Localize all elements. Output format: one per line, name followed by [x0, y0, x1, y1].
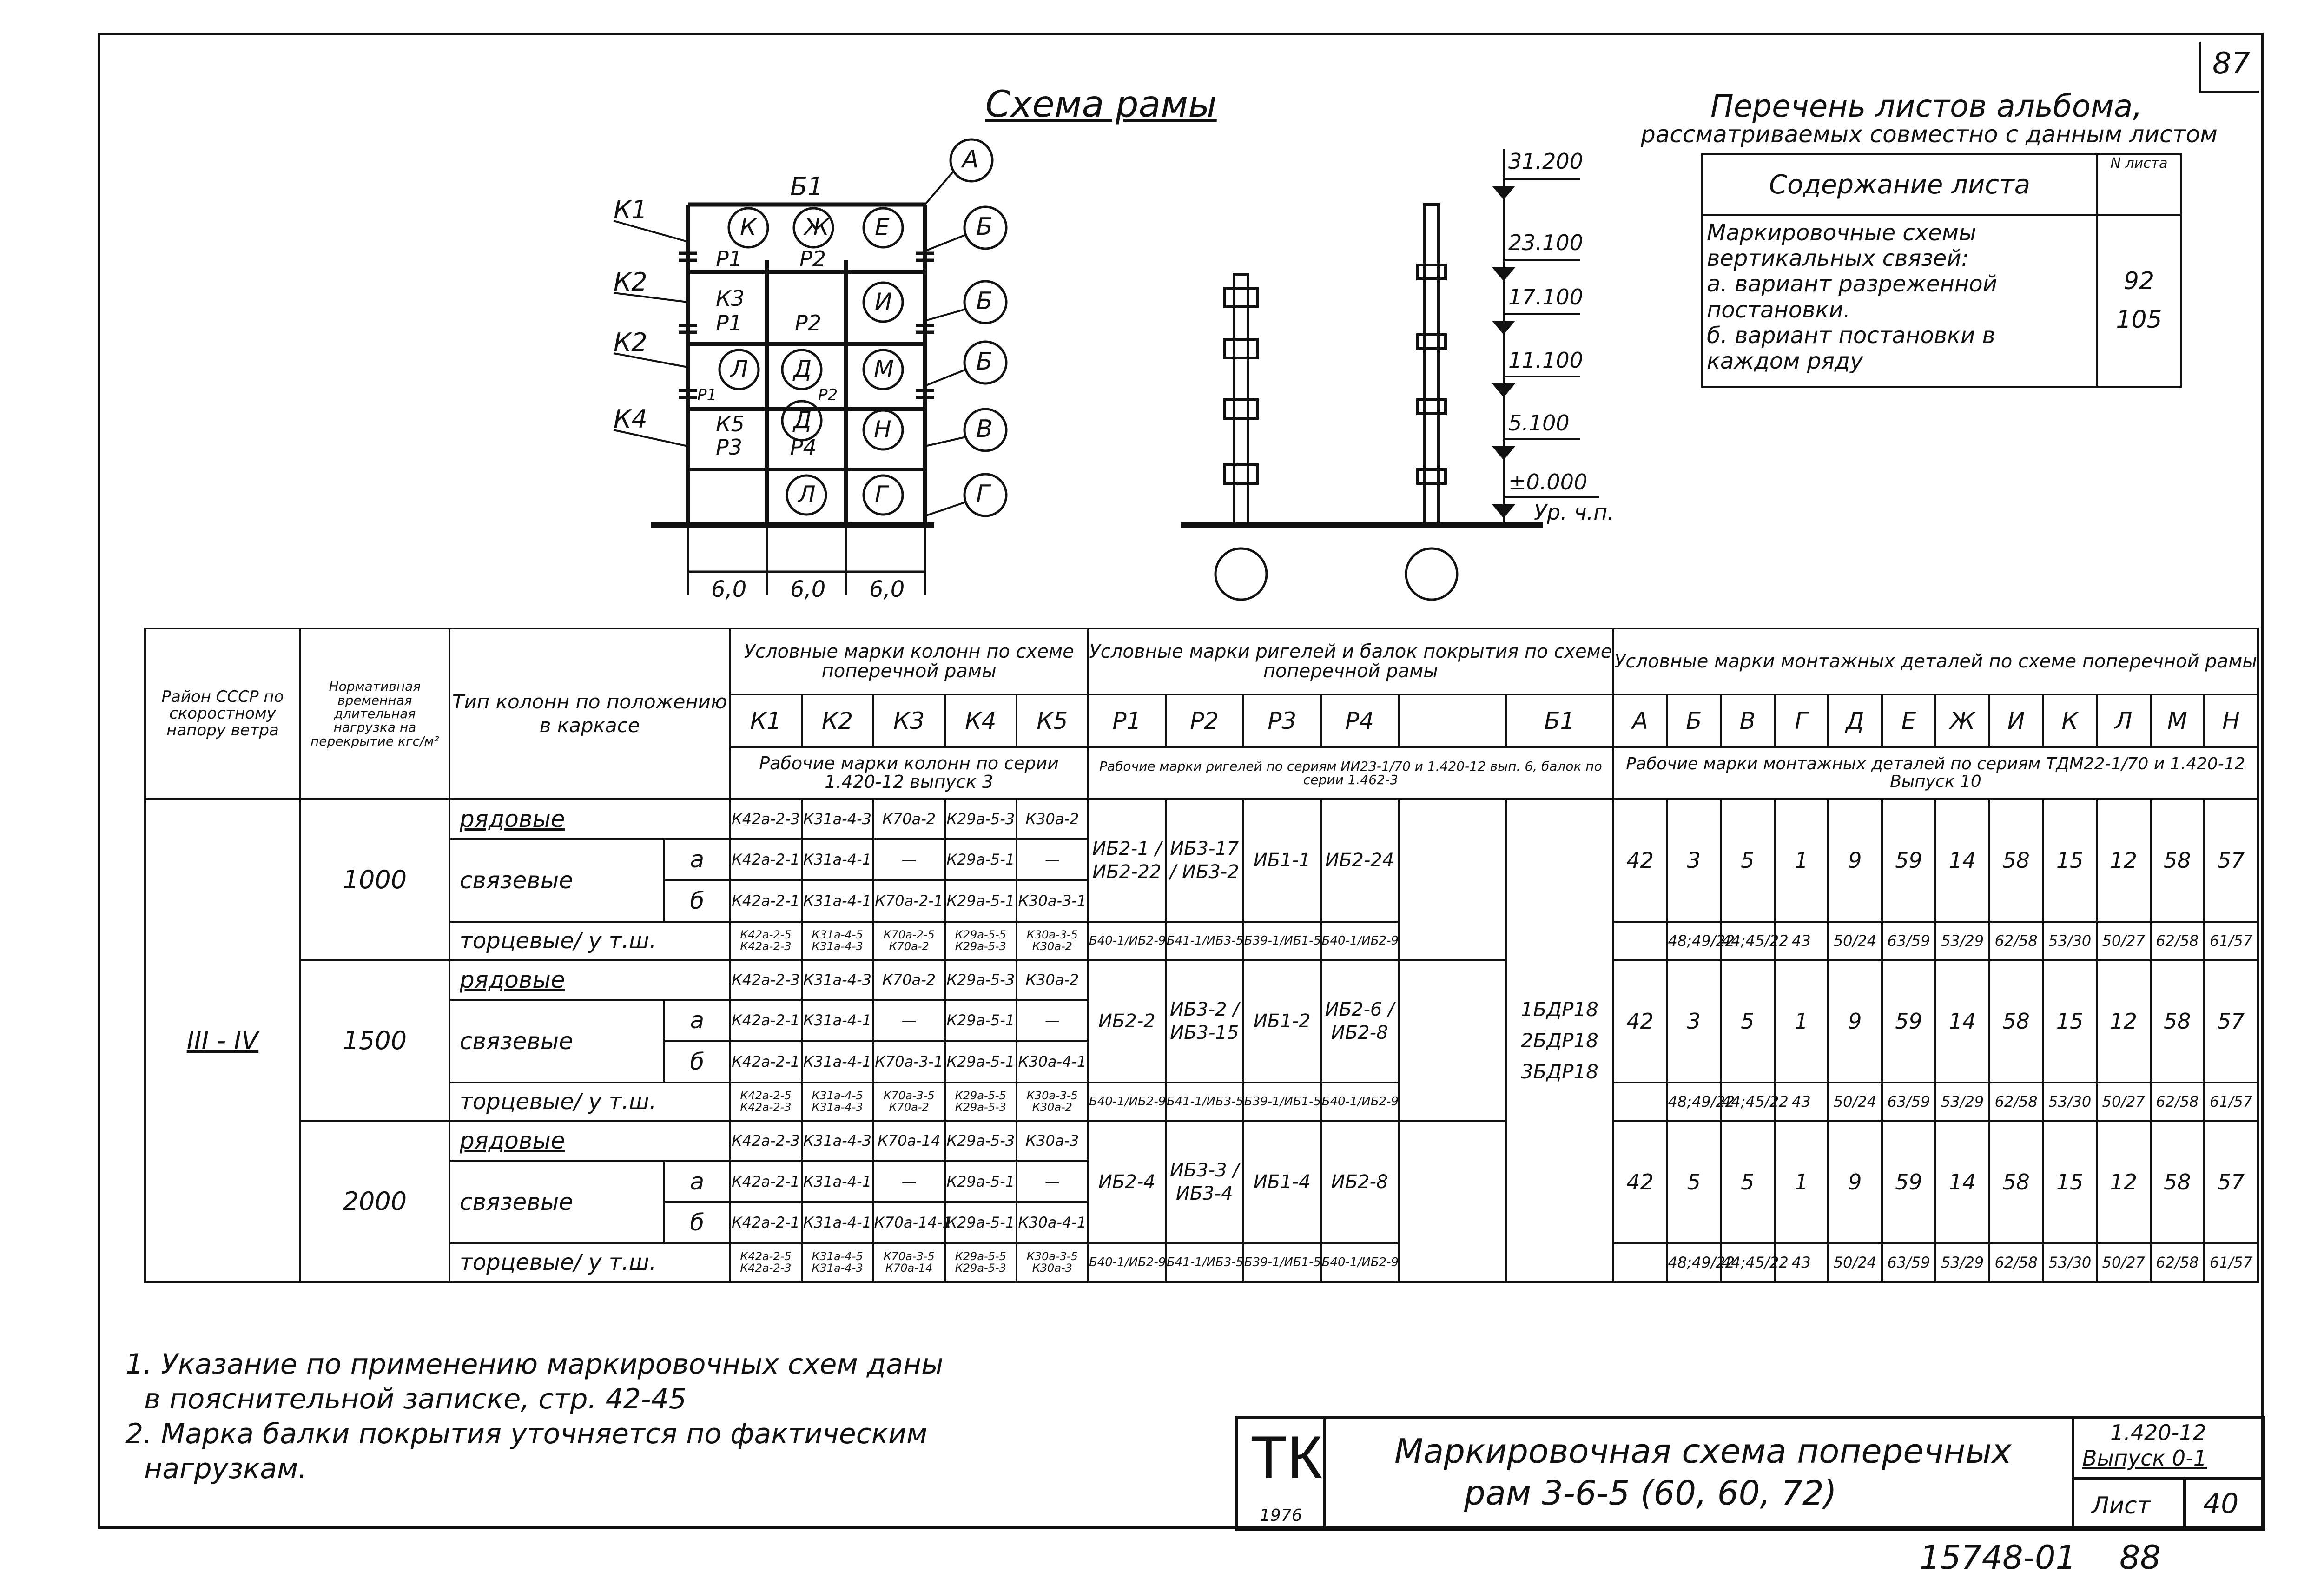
title-year: 1976 [1260, 1506, 1302, 1525]
detail-end-mark: 43 [1775, 1083, 1829, 1121]
type-cell: связевые [449, 1000, 664, 1083]
beam-work-mark: ИБ1-2 [1243, 960, 1321, 1083]
detail-mark: 42 [1613, 960, 1667, 1083]
column-work-mark: К42а-2-1 [730, 1041, 801, 1083]
header-type: Тип колонн по положению в каркасе [449, 628, 730, 799]
det-head: Ж [1935, 694, 1989, 747]
det-head: Н [2204, 694, 2258, 747]
header-det-work: Рабочие марки монтажных деталей по сериям ТДМ22-1/70 и 1.420-12 Выпуск 10 [1613, 747, 2258, 799]
detail-mark: 9 [1828, 1121, 1882, 1243]
beam-end-mark: Б41-1/ИБ3-5 [1166, 1243, 1243, 1282]
type-cell: рядовые [449, 1121, 730, 1161]
circle-label: К [740, 214, 757, 241]
axis-circle-label: А [962, 145, 979, 173]
circle-label: Ж [804, 214, 829, 241]
det-head: Л [2097, 694, 2151, 747]
beam-work-mark: ИБ2-24 [1321, 799, 1399, 921]
column-label-k4: К4 [614, 404, 647, 434]
column-work-mark: К70а-2-1 [873, 880, 945, 922]
ground-level-label: Ур. ч.п. [1534, 500, 1614, 525]
column-work-mark: К31а-4-1 [802, 880, 873, 922]
column-work-mark: К30а-3-1 [1017, 880, 1088, 922]
detail-mark: 12 [2097, 960, 2151, 1083]
detail-end-mark: 61/57 [2204, 1243, 2258, 1282]
album-row-text: б. вариант постановки в каждом ряду [1707, 322, 1995, 374]
detail-end-mark: 50/24 [1828, 922, 1882, 960]
column-work-mark: К31а-4-3 [802, 799, 873, 839]
detail-mark: 58 [2151, 799, 2205, 921]
column-work-mark: К30а-2 [1017, 799, 1088, 839]
detail-end-mark: 62/58 [1989, 1243, 2043, 1282]
header-col-marks: Условные марки колонн по схеме поперечной рамы [730, 628, 1088, 694]
level-label: 23.100 [1508, 230, 1583, 255]
column-work-mark: К30а-3-5 К30а-3 [1017, 1243, 1088, 1282]
inner-label: Р1 [697, 386, 717, 404]
circle-label: Д [793, 407, 812, 434]
type-cell: рядовые [449, 799, 730, 839]
column-work-mark: К29а-5-5 К29а-5-3 [945, 922, 1017, 960]
det-head: В [1721, 694, 1775, 747]
inner-label: К3 [716, 286, 745, 311]
column-work-mark: — [873, 1000, 945, 1041]
detail-mark: 3 [1667, 799, 1721, 921]
sub-cell: б [664, 1202, 730, 1243]
column-work-mark: К42а-2-1 [730, 839, 801, 880]
detail-mark: 1 [1775, 960, 1829, 1083]
detail-end-mark: 62/58 [2151, 1083, 2205, 1121]
detail-end-mark: 63/59 [1882, 1083, 1936, 1121]
detail-end-mark: 62/58 [2151, 922, 2205, 960]
note-line: в пояснительной записке, стр. 42-45 [144, 1383, 687, 1415]
header-beam-marks: Условные марки ригелей и балок покрытия по схеме поперечной рамы [1088, 628, 1613, 694]
beam-head: Р1 [1088, 694, 1166, 747]
beam-work-mark: ИБ2-6 / ИБ2-8 [1321, 960, 1399, 1083]
detail-end-mark: 53/29 [1935, 1083, 1989, 1121]
axis-circle-label: Г [976, 480, 990, 508]
column-work-mark: К42а-2-3 [730, 799, 801, 839]
inner-label: Р1 [716, 310, 743, 336]
column-profile-left [1225, 274, 1257, 525]
detail-end-mark [1613, 922, 1667, 960]
beam-empty-cell [1399, 1121, 1506, 1282]
beam-end-mark: Б39-1/ИБ1-5 [1243, 922, 1321, 960]
detail-mark: 15 [2043, 1121, 2097, 1243]
type-cell: торцевые/ у т.ш. [449, 1083, 730, 1121]
header-beam-work: Рабочие марки ригелей по сериям ИИ23-1/70 и 1.420-12 вып. 6, балок по серии 1.462-3 [1088, 747, 1613, 799]
detail-end-mark: 53/29 [1935, 922, 1989, 960]
detail-mark: 5 [1721, 1121, 1775, 1243]
column-label-k2: К2 [614, 267, 647, 297]
detail-mark: 15 [2043, 799, 2097, 921]
corner-number: 87 [2212, 46, 2251, 81]
column-work-mark: К30а-2 [1017, 960, 1088, 1000]
level-label: 11.100 [1508, 348, 1583, 373]
column-work-mark: — [1017, 1000, 1088, 1041]
beam-end-mark: Б41-1/ИБ3-5 [1166, 922, 1243, 960]
column-work-mark: К42а-2-5 К42а-2-3 [730, 922, 801, 960]
inner-label: Р2 [799, 246, 826, 271]
column-label-k1: К1 [614, 195, 647, 225]
span-label: 6,0 [869, 576, 905, 602]
detail-mark: 58 [2151, 1121, 2205, 1243]
detail-mark: 42 [1613, 799, 1667, 921]
column-work-mark: К31а-4-1 [802, 1000, 873, 1041]
album-header-sheet: N листа [2097, 154, 2181, 215]
detail-mark: 58 [1989, 799, 2043, 921]
beam-end-mark: Б41-1/ИБ3-5 [1166, 1083, 1243, 1121]
column-work-mark: К31а-4-5 К31а-4-3 [802, 922, 873, 960]
axis-circle-label: Б [976, 213, 993, 241]
beam-end-mark: Б40-1/ИБ2-9 [1321, 1083, 1399, 1121]
circle-label: М [874, 356, 894, 383]
axis-circle-label: Б [976, 348, 993, 376]
inner-label: Р1 [716, 246, 743, 271]
det-head: Д [1828, 694, 1882, 747]
detail-end-mark: 44;45/22 [1721, 1243, 1775, 1282]
beam-head [1399, 694, 1506, 747]
axis-circle-label: Б [976, 287, 993, 315]
sheet-stamp: 15748-01 [1920, 1539, 2077, 1577]
circle-label: Н [874, 416, 891, 443]
column-work-mark: К70а-3-5 К70а-2 [873, 1083, 945, 1121]
detail-mark: 5 [1721, 960, 1775, 1083]
circle-label: Л [731, 356, 748, 383]
beam-label-b1: Б1 [790, 172, 824, 201]
album-header-content: Содержание листа [1702, 154, 2097, 215]
foundation-circle [1406, 548, 1457, 600]
album-sheet-no: 92 [2123, 267, 2155, 295]
title-line1: Маркировочная схема поперечных [1394, 1432, 2012, 1471]
sub-cell: б [664, 880, 730, 922]
inner-label: Р4 [790, 435, 817, 460]
col-head: К1 [730, 694, 801, 747]
load-value: 2000 [300, 1121, 449, 1282]
beam-end-mark: Б40-1/ИБ2-9 [1321, 1243, 1399, 1282]
title-sheet-label: Лист [2092, 1492, 2151, 1519]
sub-cell: б [664, 1041, 730, 1083]
note-line: 1. Указание по применению маркировочных схем даны [125, 1348, 944, 1381]
detail-end-mark: 53/30 [2043, 1243, 2097, 1282]
circle-label: Л [798, 481, 816, 508]
column-work-mark: К29а-5-3 [945, 960, 1017, 1000]
column-work-mark: К29а-5-1 [945, 1000, 1017, 1041]
inner-label: Р3 [716, 435, 743, 460]
load-value: 1500 [300, 960, 449, 1121]
det-head: Е [1882, 694, 1936, 747]
album-list-title: Перечень листов альбома, [1710, 88, 2143, 124]
detail-mark: 12 [2097, 1121, 2151, 1243]
column-work-mark: К70а-14 [873, 1121, 945, 1161]
det-head: Б [1667, 694, 1721, 747]
beam-end-mark: Б40-1/ИБ2-9 [1088, 1243, 1166, 1282]
type-cell: торцевые/ у т.ш. [449, 922, 730, 960]
detail-end-mark: 44;45/22 [1721, 922, 1775, 960]
column-work-mark: К29а-5-3 [945, 799, 1017, 839]
note-line: нагрузкам. [144, 1453, 307, 1485]
det-head: К [2043, 694, 2097, 747]
detail-end-mark: 61/57 [2204, 922, 2258, 960]
sheet-stamp-page: 88 [2119, 1539, 2161, 1577]
frame-title: Схема рамы [985, 84, 1217, 126]
level-label: 17.100 [1508, 284, 1583, 310]
detail-mark: 57 [2204, 960, 2258, 1083]
detail-end-mark [1613, 1083, 1667, 1121]
column-work-mark: К29а-5-1 [945, 1041, 1017, 1083]
detail-mark: 59 [1882, 960, 1936, 1083]
axis-circle-label: В [976, 415, 993, 443]
album-list-title-2: рассматриваемых совместно с данным листом [1641, 121, 2218, 148]
beam-work-mark: ИБ1-1 [1243, 799, 1321, 921]
detail-mark: 57 [2204, 1121, 2258, 1243]
tk-logo: ТК [1250, 1423, 1323, 1491]
detail-end-mark: 62/58 [1989, 922, 2043, 960]
detail-mark: 9 [1828, 960, 1882, 1083]
beam-end-mark: Б40-1/ИБ2-9 [1088, 1083, 1166, 1121]
detail-mark: 58 [1989, 960, 2043, 1083]
column-work-mark: К70а-3-1 [873, 1041, 945, 1083]
beam-head: Р4 [1321, 694, 1399, 747]
header-det-marks: Условные марки монтажных деталей по схеме поперечной рамы [1613, 628, 2258, 694]
beam-empty-cell [1399, 960, 1506, 1121]
beam-work-mark: ИБ2-8 [1321, 1121, 1399, 1243]
type-cell: рядовые [449, 960, 730, 1000]
level-label: 5.100 [1508, 410, 1570, 436]
title-sheet-no: 40 [2203, 1487, 2239, 1520]
det-head: М [2151, 694, 2205, 747]
detail-end-mark: 50/24 [1828, 1083, 1882, 1121]
album-row-sheet [2097, 215, 2181, 387]
column-work-mark: К30а-3-5 К30а-2 [1017, 1083, 1088, 1121]
header-col-work: Рабочие марки колонн по серии 1.420-12 выпуск 3 [730, 747, 1088, 799]
detail-end-mark [1613, 1243, 1667, 1282]
column-work-mark: К29а-5-5 К29а-5-3 [945, 1083, 1017, 1121]
beam-work-mark: ИБ1-4 [1243, 1121, 1321, 1243]
column-work-mark: К70а-2 [873, 799, 945, 839]
note-line: 2. Марка балки покрытия уточняется по фактическим [125, 1418, 928, 1450]
beam-b1-mark: 1БДР18 2БДР18 3БДР18 [1506, 799, 1613, 1282]
beam-work-mark: ИБ3-17 / ИБ3-2 [1166, 799, 1243, 921]
column-work-mark: К42а-2-1 [730, 1161, 801, 1202]
detail-end-mark: 61/57 [2204, 1083, 2258, 1121]
column-work-mark: К29а-5-1 [945, 880, 1017, 922]
level-label: 31.200 [1508, 149, 1583, 174]
column-work-mark: К31а-4-3 [802, 960, 873, 1000]
detail-mark: 1 [1775, 799, 1829, 921]
det-head: Г [1775, 694, 1829, 747]
inner-label: Р2 [795, 310, 822, 336]
detail-mark: 14 [1935, 960, 1989, 1083]
marking-table [144, 628, 2259, 1283]
column-work-mark: К42а-2-5 К42а-2-3 [730, 1243, 801, 1282]
detail-end-mark: 48;49/22 [1667, 1083, 1721, 1121]
column-work-mark: К70а-2 [873, 960, 945, 1000]
album-row-content [1702, 215, 2097, 387]
beam-work-mark: ИБ2-4 [1088, 1121, 1166, 1243]
column-work-mark: К70а-14-1 [873, 1202, 945, 1243]
column-profile-right [1418, 205, 1446, 525]
beam-head: Р3 [1243, 694, 1321, 747]
detail-end-mark: 43 [1775, 922, 1829, 960]
column-work-mark: К42а-2-1 [730, 880, 801, 922]
detail-end-mark: 53/30 [2043, 1083, 2097, 1121]
title-series: 1.420-12 [2110, 1420, 2206, 1445]
detail-end-mark: 50/27 [2097, 922, 2151, 960]
column-work-mark: К30а-3 [1017, 1121, 1088, 1161]
column-work-mark: К31а-4-5 К31а-4-3 [802, 1083, 873, 1121]
col-head: К4 [945, 694, 1017, 747]
detail-mark: 5 [1667, 1121, 1721, 1243]
column-work-mark: К31а-4-1 [802, 839, 873, 880]
column-work-mark: К30а-4-1 [1017, 1202, 1088, 1243]
column-work-mark: К70а-3-5 К70а-14 [873, 1243, 945, 1282]
beam-work-mark: ИБ3-2 / ИБ3-15 [1166, 960, 1243, 1083]
beam-end-mark: Б39-1/ИБ1-5 [1243, 1083, 1321, 1121]
column-label-k2b: К2 [614, 328, 647, 357]
detail-mark: 9 [1828, 799, 1882, 921]
span-label: 6,0 [711, 576, 747, 602]
sub-cell: а [664, 1000, 730, 1041]
detail-mark: 59 [1882, 799, 1936, 921]
load-value: 1000 [300, 799, 449, 960]
header-load: Нормативная временная длительная нагрузка на перекрытие кгс/м² [300, 628, 449, 799]
column-work-mark: К31а-4-5 К31а-4-3 [802, 1243, 873, 1282]
column-work-mark: — [1017, 1161, 1088, 1202]
title-issue: Выпуск 0-1 [2082, 1446, 2207, 1471]
column-work-mark: К42а-2-1 [730, 1202, 801, 1243]
detail-mark: 14 [1935, 799, 1989, 921]
column-work-mark: — [1017, 839, 1088, 880]
foundation-circle [1215, 548, 1267, 600]
inner-label: Р2 [818, 386, 838, 404]
column-work-mark: К42а-2-3 [730, 960, 801, 1000]
detail-end-mark: 63/59 [1882, 922, 1936, 960]
detail-end-mark: 48;49/22 [1667, 922, 1721, 960]
column-work-mark: К29а-5-1 [945, 1202, 1017, 1243]
circle-label: И [875, 288, 892, 315]
sub-cell: а [664, 839, 730, 880]
header-region: Район СССР по скоростному напору ветра [145, 628, 300, 799]
circle-label: Д [793, 356, 812, 383]
beam-work-mark: ИБ2-2 [1088, 960, 1166, 1083]
album-row-text: Маркировочные схемы вертикальных связей: [1707, 220, 1976, 272]
circle-label: Е [875, 214, 890, 241]
detail-mark: 12 [2097, 799, 2151, 921]
beam-empty-cell [1399, 799, 1506, 960]
detail-end-mark: 53/29 [1935, 1243, 1989, 1282]
detail-end-mark: 50/24 [1828, 1243, 1882, 1282]
beam-work-mark: ИБ3-3 / ИБ3-4 [1166, 1121, 1243, 1243]
detail-end-mark: 53/30 [2043, 922, 2097, 960]
beam-head: Р2 [1166, 694, 1243, 747]
inner-label: К5 [716, 411, 745, 436]
beam-head: Б1 [1506, 694, 1613, 747]
detail-end-mark: 62/58 [2151, 1243, 2205, 1282]
column-work-mark: К42а-2-5 К42а-2-3 [730, 1083, 801, 1121]
album-row-text: а. вариант разреженной постановки. [1707, 271, 1997, 323]
detail-end-mark: 48;49/22 [1667, 1243, 1721, 1282]
detail-mark: 58 [1989, 1121, 2043, 1243]
column-work-mark: К31а-4-3 [802, 1121, 873, 1161]
level-label: ±0.000 [1508, 469, 1588, 495]
detail-mark: 58 [2151, 960, 2205, 1083]
beam-end-mark: Б39-1/ИБ1-5 [1243, 1243, 1321, 1282]
detail-end-mark: 50/27 [2097, 1243, 2151, 1282]
column-work-mark: К70а-2-5 К70а-2 [873, 922, 945, 960]
column-work-mark: К42а-2-3 [730, 1121, 801, 1161]
title-line2: рам 3-6-5 (60, 60, 72) [1464, 1473, 1837, 1513]
detail-mark: 42 [1613, 1121, 1667, 1243]
detail-end-mark: 50/27 [2097, 1083, 2151, 1121]
column-work-mark: К30а-4-1 [1017, 1041, 1088, 1083]
detail-mark: 3 [1667, 960, 1721, 1083]
beam-work-mark: ИБ2-1 / ИБ2-22 [1088, 799, 1166, 921]
column-work-mark: К29а-5-1 [945, 1161, 1017, 1202]
column-work-mark: К31а-4-1 [802, 1202, 873, 1243]
detail-mark: 1 [1775, 1121, 1829, 1243]
detail-end-mark: 62/58 [1989, 1083, 2043, 1121]
detail-end-mark: 63/59 [1882, 1243, 1936, 1282]
column-work-mark: К31а-4-1 [802, 1041, 873, 1083]
beam-end-mark: Б40-1/ИБ2-9 [1321, 922, 1399, 960]
right-circles [951, 139, 1006, 516]
album-sheet-no: 105 [2116, 306, 2162, 334]
detail-mark: 59 [1882, 1121, 1936, 1243]
col-head: К5 [1017, 694, 1088, 747]
detail-mark: 14 [1935, 1121, 1989, 1243]
column-work-mark: К30а-3-5 К30а-2 [1017, 922, 1088, 960]
det-head: И [1989, 694, 2043, 747]
column-work-mark: К29а-5-3 [945, 1121, 1017, 1161]
col-head: К2 [802, 694, 873, 747]
detail-mark: 57 [2204, 799, 2258, 921]
type-cell: связевые [449, 839, 664, 922]
column-work-mark: К31а-4-1 [802, 1161, 873, 1202]
det-head: А [1613, 694, 1667, 747]
beam-end-mark: Б40-1/ИБ2-9 [1088, 922, 1166, 960]
detail-mark: 15 [2043, 960, 2097, 1083]
type-cell: торцевые/ у т.ш. [449, 1243, 730, 1282]
detail-mark: 5 [1721, 799, 1775, 921]
circle-label: Г [875, 481, 888, 508]
column-work-mark: К29а-5-5 К29а-5-3 [945, 1243, 1017, 1282]
detail-end-mark: 43 [1775, 1243, 1829, 1282]
detail-end-mark: 44;45/22 [1721, 1083, 1775, 1121]
sub-cell: а [664, 1161, 730, 1202]
col-head: К3 [873, 694, 945, 747]
column-work-mark: К29а-5-1 [945, 839, 1017, 880]
column-work-mark: — [873, 1161, 945, 1202]
region-value: III - IV [145, 799, 300, 1282]
column-work-mark: — [873, 839, 945, 880]
type-cell: связевые [449, 1161, 664, 1243]
column-work-mark: К42а-2-1 [730, 1000, 801, 1041]
span-label: 6,0 [790, 576, 826, 602]
album-list-table [1701, 153, 2182, 388]
